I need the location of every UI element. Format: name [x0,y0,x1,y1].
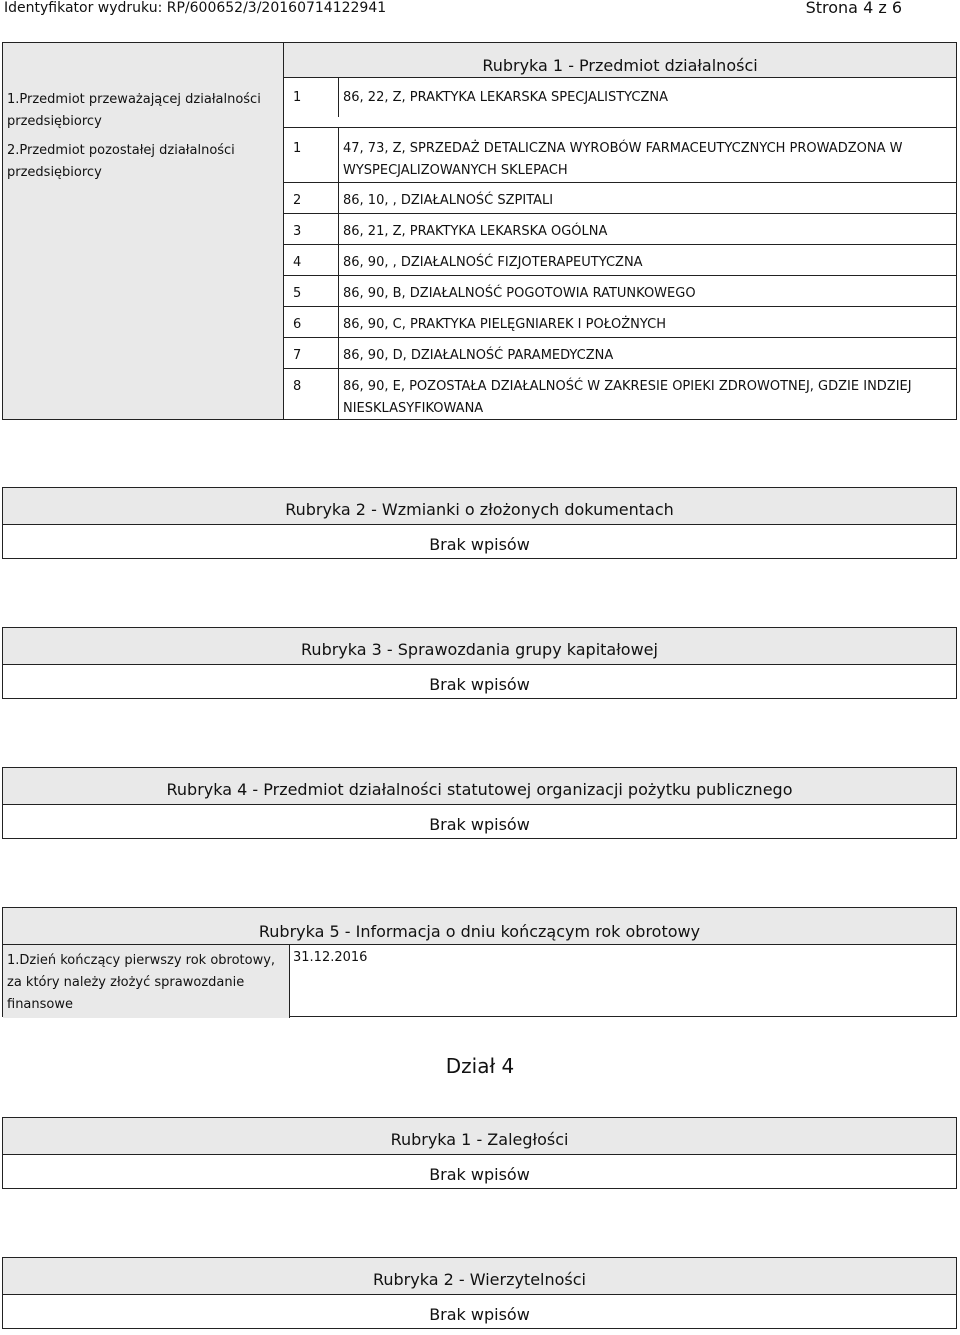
other-activity-row [284,252,956,276]
rubryka-2-empty: Brak wpisów [3,524,956,560]
row-number: 3 [293,224,302,239]
dzial4-rubryka-2-empty: Brak wpisów [3,1294,956,1330]
row-number: 5 [293,286,302,301]
page-number: Strona 4 z 6 [805,0,902,17]
row-number: 7 [293,348,302,363]
row-number: 8 [293,379,302,394]
label-other-activity: 2.Przedmiot pozostałej działalności przedsiębiorcy [7,143,235,180]
rubryka-5-section [2,907,957,1017]
rubryka-3-title: Rubryka 3 - Sprawozdania grupy kapitałowej [3,628,956,664]
rubryka-1-section [2,42,957,420]
row-text: 47, 73, Z, SPRZEDAŻ DETALICZNA WYROBÓW FARMACEUTYCZNYCH PROWADZONA W WYSPECJALIZOWANYCH SKLEPACH [338,128,946,182]
dzial4-rubryka-1-section [2,1117,957,1189]
row-text: 86, 90, C, PRAKTYKA PIELĘGNIAREK I POŁOŻNYCH [338,306,946,337]
other-activity-row [284,345,956,369]
row-number: 1 [293,141,302,156]
other-activity-row [284,283,956,307]
row-number: 6 [293,317,302,332]
rubryka-4-empty: Brak wpisów [3,804,956,840]
section-heading: Dział 4 [445,1054,515,1078]
label-main-activity: 1.Przedmiot przeważającej działalności przedsiębiorcy [7,92,261,129]
row-text: 86, 90, B, DZIAŁALNOŚĆ POGOTOWIA RATUNKOWEGO [338,275,946,306]
dzial4-rubryka-1-empty: Brak wpisów [3,1154,956,1190]
other-activity-row [284,138,956,178]
other-activity-row [284,190,956,214]
row-text: 86, 90, D, DZIAŁALNOŚĆ PARAMEDYCZNA [338,337,946,368]
print-header [0,0,960,20]
row-number: 4 [293,255,302,270]
row-text: 86, 22, Z, PRAKTYKA LEKARSKA SPECJALISTYCZNA [338,77,946,117]
main-activity-row [284,87,956,127]
other-activity-row [284,376,956,420]
row-text: 86, 10, , DZIAŁALNOŚĆ SZPITALI [338,182,946,213]
row-text: 86, 21, Z, PRAKTYKA LEKARSKA OGÓLNA [338,213,946,244]
row-number: 2 [293,193,302,208]
rubryka-1-labels [3,43,284,419]
dzial4-rubryka-2-section [2,1257,957,1329]
fiscal-year-end-value: 31.12.2016 [293,950,368,965]
rubryka-4-section [2,767,957,839]
print-identifier: Identyfikator wydruku: RP/600652/3/20160714122941 [4,0,387,16]
other-activity-row [284,314,956,338]
dzial4-rubryka-1-title: Rubryka 1 - Zaległości [3,1118,956,1154]
dzial4-rubryka-2-title: Rubryka 2 - Wierzytelności [3,1258,956,1294]
fiscal-year-label: 1.Dzień kończący pierwszy rok obrotowy, za który należy złożyć sprawozdanie finansowe [3,944,290,1018]
rubryka-3-section [2,627,957,699]
rubryka-4-title: Rubryka 4 - Przedmiot działalności statutowej organizacji pożytku publicznego [3,768,956,804]
row-text: 86, 90, , DZIAŁALNOŚĆ FIZJOTERAPEUTYCZNA [338,244,946,275]
row-number: 1 [293,90,302,105]
rubryka-5-title: Rubryka 5 - Informacja o dniu kończącym rok obrotowy [3,908,956,944]
row-text: 86, 90, E, POZOSTAŁA DZIAŁALNOŚĆ W ZAKRESIE OPIEKI ZDROWOTNEJ, GDZIE INDZIEJ NIESKLASYFIKOWANA [338,368,946,420]
other-activity-row [284,221,956,245]
rubryka-3-empty: Brak wpisów [3,664,956,700]
rubryka-2-section [2,487,957,559]
rubryka-2-title: Rubryka 2 - Wzmianki o złożonych dokumentach [3,488,956,524]
rubryka-1-title: Rubryka 1 - Przedmiot działalności [284,43,956,77]
